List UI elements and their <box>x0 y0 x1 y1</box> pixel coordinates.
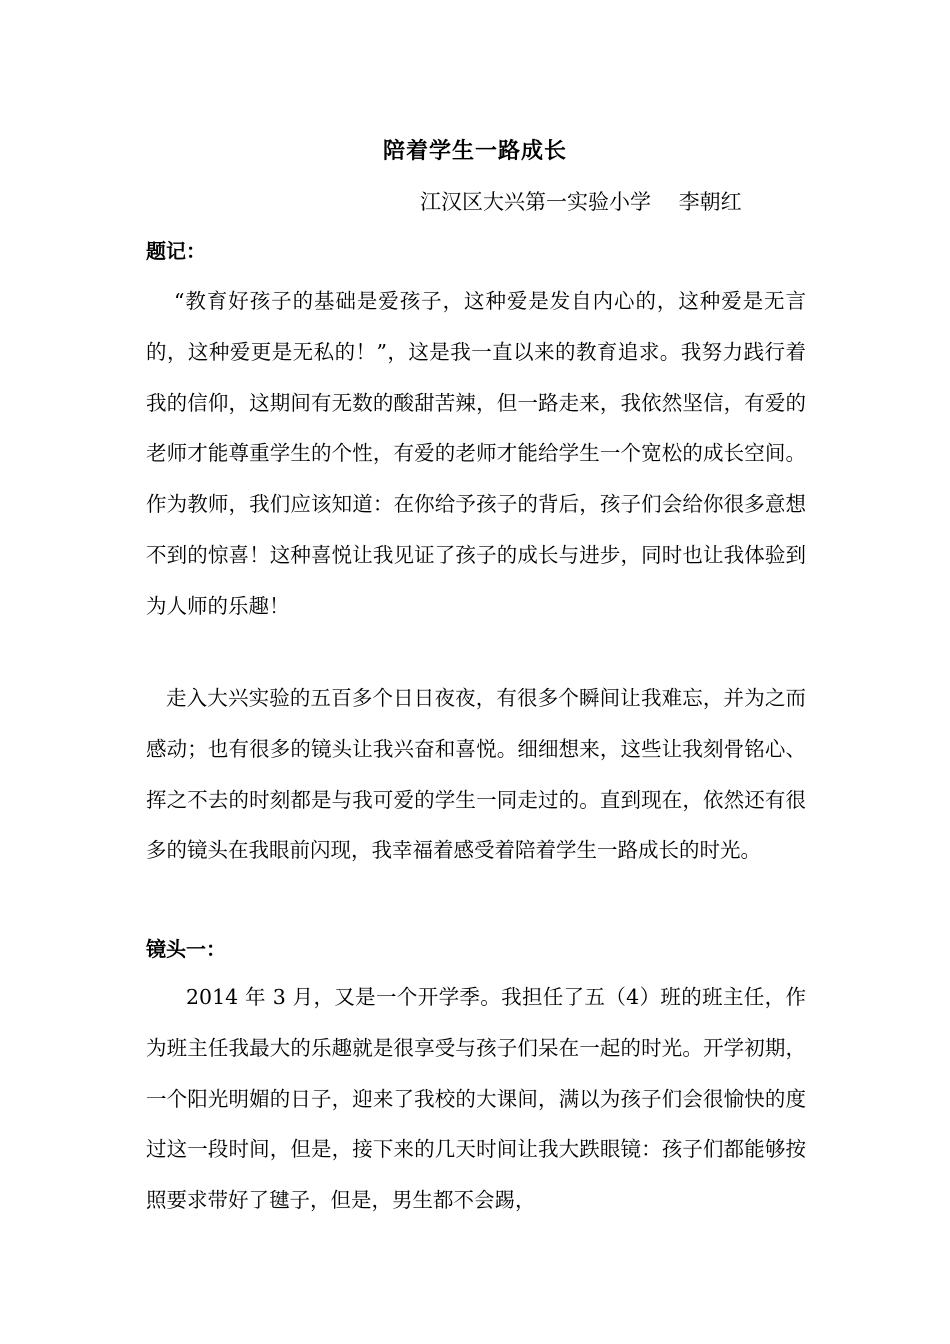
author-line: 江汉区大兴第一实验小学 李朝红 <box>420 190 742 214</box>
section-heading-epigraph: 题记： <box>146 239 206 263</box>
paragraph-intro: 走入大兴实验的五百多个日日夜夜，有很多个瞬间让我难忘，并为之而感动；也有很多的镜头让我兴奋和喜悦。细细想来，这些让我刻骨铭心、挥之不去的时刻都是与我可爱的学生一同走过的。直到现在，依然还有很多的镜头在我眼前闪现，我幸福着感受着陪着学生一路成长的时光。 <box>146 686 806 863</box>
paragraph-scene-one: 2014 年 3 月，又是一个开学季。我担任了五（4）班的班主任，作为班主任我最大的乐趣就是很享受与孩子们呆在一起的时光。开学初期，一个阳光明媚的日子，迎来了我校的大课间，满以为孩子们会很愉快的度过这一段时间，但是，接下来的几天时间让我大跌眼镜：孩子们都能够按照要求带好了毽子，但是，男生都不会踢， <box>146 985 806 1213</box>
section-heading-scene-one: 镜头一： <box>146 937 226 961</box>
document-title: 陪着学生一路成长 <box>382 139 567 164</box>
paragraph-epigraph: “教育好孩子的基础是爱孩子，这种爱是发自内心的，这种爱是无言的，这种爱更是无私的！”，这是我一直以来的教育追求。我努力践行着我的信仰，这期间有无数的酸甜苦辣，但一路走来，我依然坚信，有爱的老师才能尊重学生的个性，有爱的老师才能给学生一个宽松的成长空间。作为教师，我们应该知道：在你给予孩子的背后，孩子们会给你很多意想不到的惊喜！这种喜悦让我见证了孩子的成长与进步，同时也让我体验到为人师的乐趣！ <box>146 289 806 618</box>
